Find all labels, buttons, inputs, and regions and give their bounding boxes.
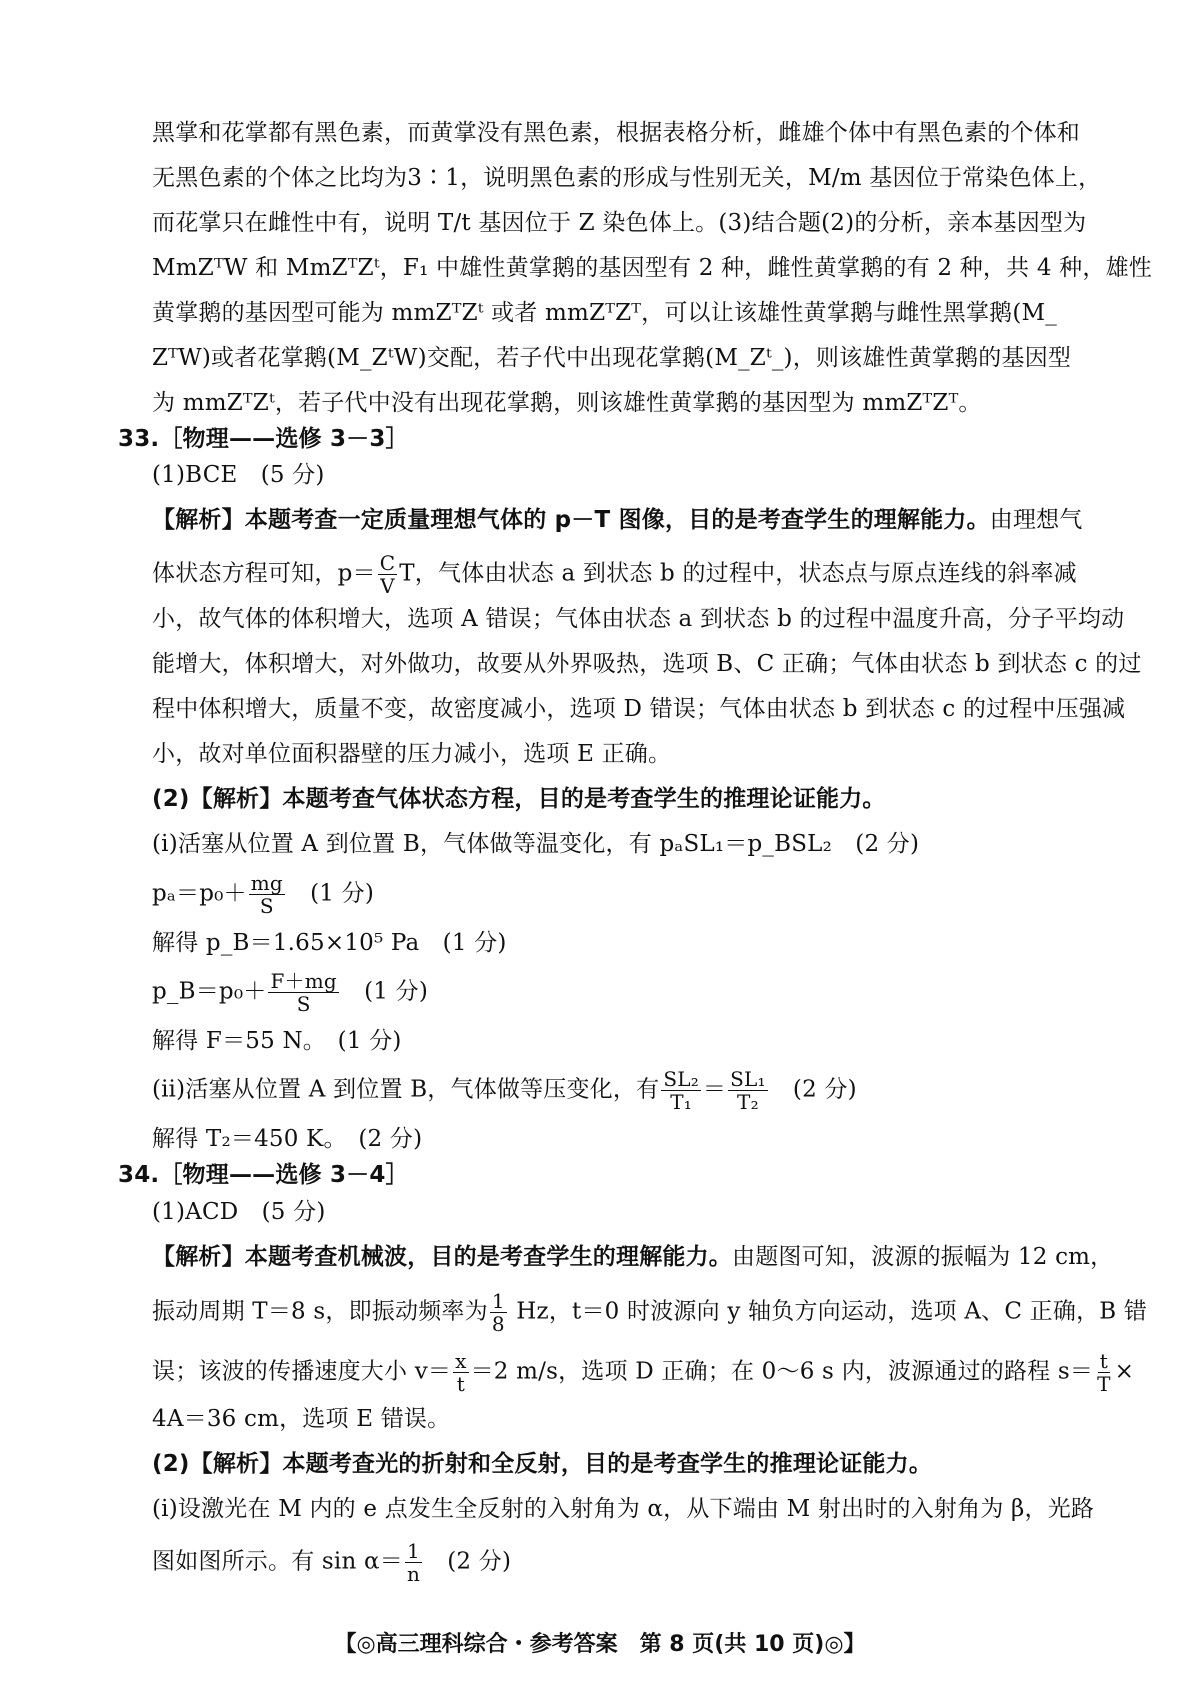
q34-answer-1: (1)ACD (5 分) bbox=[152, 1199, 326, 1225]
fraction: $\frac{\text{SL₂}}{\text{T₁}}$ bbox=[663, 1067, 699, 1114]
analysis-tag: 【解析】本题考查机械波，目的是考查学生的理解能力。 bbox=[152, 1244, 732, 1270]
q34-analysis-line: 振动周期 T＝8 s，即振动频率为 $\frac{1}{8}$ Hz，t＝0 时波源向 y 轴负方向运动，选项 A、C 正确，B 错 bbox=[152, 1289, 1148, 1336]
q34-analysis-line: 【解析】本题考查机械波，目的是考查学生的理解能力。由题图可知，波源的振幅为 12 cm， bbox=[152, 1244, 1114, 1270]
q34-part2-title: (2)【解析】本题考查光的折射和全反射，目的是考查学生的推理论证能力。 bbox=[152, 1451, 933, 1477]
fraction: $\frac{F+mg}{S}$ bbox=[270, 969, 337, 1016]
fraction: $\frac{1}{8}$ bbox=[491, 1289, 505, 1336]
text-line: 黄掌鹅的基因型可能为 mmZᵀZᵗ 或者 mmZᵀZᵀ，可以让该雄性黄掌鹅与雌性黑掌鹅(M_ bbox=[152, 300, 1057, 326]
fraction: $\frac{C}{V}$ bbox=[379, 551, 396, 598]
q33-analysis-line: 体状态方程可知，p＝ $\frac{C}{V}$ T，气体由状态 a 到状态 b 的过程中，状态点与原点连线的斜率减 bbox=[152, 551, 1077, 598]
q33-analysis-line: 【解析】本题考查一定质量理想气体的 p－T 图像，目的是考查学生的理解能力。由理想气 bbox=[152, 507, 1083, 533]
q33-answer-1: (1)BCE (5 分) bbox=[152, 462, 325, 488]
equation-line: 图如图所示。有 sin α＝ $\frac{1}{n}$ (2 分) bbox=[152, 1539, 512, 1586]
equation-line: pₐ＝p₀＋ $\frac{mg}{S}$ (1 分) bbox=[152, 871, 375, 918]
text-line: 而花掌只在雌性中有，说明 T/t 基因位于 Z 染色体上。(3)结合题(2)的分析，亲本基因型为 bbox=[152, 210, 1087, 236]
text-line: 无黑色素的个体之比均为3∶1，说明黑色素的形成与性别无关，M/m 基因位于常染色体上， bbox=[152, 165, 1102, 191]
q33-part2-title: (2)【解析】本题考查气体状态方程，目的是考查学生的推理论证能力。 bbox=[152, 786, 886, 812]
fraction: $\frac{\text{SL₁}}{\text{T₂}}$ bbox=[730, 1067, 766, 1114]
q33-part-i: (ⅰ)活塞从位置 A 到位置 B，气体做等温变化，有 pₐSL₁＝p_BSL₂ (2 分) bbox=[152, 831, 920, 857]
analysis-tag: 【解析】本题考查一定质量理想气体的 p－T 图像，目的是考查学生的理解能力。 bbox=[152, 507, 990, 533]
q33-part-ii: (ⅱ)活塞从位置 A 到位置 B，气体做等压变化，有 $\frac{\text{SL₂}}{\text{T₁}}$ ＝ $\frac{\text{SL₁}}{\text{T₂}}$ (2 分) bbox=[152, 1067, 857, 1114]
text-line: ZᵀW)或者花掌鹅(M_ZᵗW)交配，若子代中出现花掌鹅(M_Zᵗ_)，则该雄性黄掌鹅的基因型 bbox=[152, 345, 1072, 371]
q34-analysis-line: 误；该波的传播速度大小 v＝ $\frac{x}{t}$ ＝2 m/s，选项 D 正确；在 0～6 s 内，波源通过的路程 s＝ $\frac{t}{T}$ × bbox=[152, 1349, 1135, 1396]
fraction: $\frac{x}{t}$ bbox=[455, 1349, 467, 1396]
text-line: 黑掌和花掌都有黑色素，而黄掌没有黑色素，根据表格分析，雌雄个体中有黑色素的个体和 bbox=[152, 120, 1080, 146]
text-line: MmZᵀW 和 MmZᵀZᵗ，F₁ 中雄性黄掌鹅的基因型有 2 种，雌性黄掌鹅的有 2 种，共 4 种，雄性 bbox=[152, 255, 1152, 281]
fraction: $\frac{1}{n}$ bbox=[406, 1539, 421, 1586]
question-33-title: 33.［物理——选修 3－3］ bbox=[118, 426, 409, 452]
q33-analysis-line: 能增大，体积增大，对外做功，故要从外界吸热，选项 B、C 正确；气体由状态 b 到状态 c 的过 bbox=[152, 651, 1142, 677]
q33-analysis-line: 小，故气体的体积增大，选项 A 错误；气体由状态 a 到状态 b 的过程中温度升高，分子平均动 bbox=[152, 606, 1125, 632]
fraction: $\frac{t}{T}$ bbox=[1097, 1349, 1111, 1396]
equation-line: 解得 T₂＝450 K。 (2 分) bbox=[152, 1126, 423, 1152]
q34-part-i: (ⅰ)设激光在 M 内的 e 点发生全反射的入射角为 α，从下端由 M 射出时的入射角为 β，光路 bbox=[152, 1496, 1095, 1522]
page-footer: 【◎高三理科综合・参考答案 第 8 页(共 10 页)◎】 bbox=[334, 1632, 866, 1657]
question-34-title: 34.［物理——选修 3－4］ bbox=[118, 1162, 409, 1188]
q33-analysis-line: 程中体积增大，质量不变，故密度减小，选项 D 错误；气体由状态 b 到状态 c 的过程中压强减 bbox=[152, 696, 1126, 722]
fraction: $\frac{mg}{S}$ bbox=[250, 871, 283, 918]
equation-line: 解得 p_B＝1.65×10⁵ Pa (1 分) bbox=[152, 930, 507, 956]
equation-line: 解得 F＝55 N。 (1 分) bbox=[152, 1028, 402, 1054]
q33-analysis-line: 小，故对单位面积器壁的压力减小，选项 E 正确。 bbox=[152, 741, 672, 767]
text-line: 为 mmZᵀZᵗ，若子代中没有出现花掌鹅，则该雄性黄掌鹅的基因型为 mmZᵀZᵀ。 bbox=[152, 390, 982, 416]
equation-line: p_B＝p₀＋ $\frac{F+mg}{S}$ (1 分) bbox=[152, 969, 429, 1016]
q34-analysis-line: 4A＝36 cm，选项 E 错误。 bbox=[152, 1406, 451, 1432]
